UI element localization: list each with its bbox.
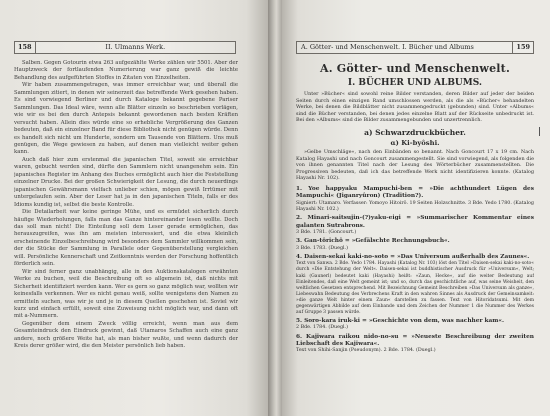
entry-description: 3 Bde. 1781. (Goncourt.) xyxy=(296,229,357,235)
left-page-number: 158 xyxy=(15,42,36,53)
catalog-entry xyxy=(296,254,534,316)
subsection-heading: a) Schwarzdruckbücher. xyxy=(364,127,466,137)
entry-title: 6. Kajiwara raikou nido-no-su = »Neueste Beschreibung der zweiten Liebschaft des Kajiwara«. xyxy=(296,333,534,348)
entry-title: 1. Yoe happyaku Mampuchi-ben = »Die achthundert Lügen des Mampuchi« (Jiganryûron) (Tradition?). xyxy=(296,185,534,200)
entry-description: Text von Sanwa. 2 Bde. Yedo 1784. Hayashi (Katalog Nr. 103) löst den Titel »Daisen-sekai kaki-no-soto« durch »Die Entstehung der Welt«. Daisen-sekai ist buddhistischer Ausdruck für »Universum«, Welt; kaki (Gaunerl) bedeutet kaki (Hayashi) heißt: »Zaun, Hecke«, auf die weiter Bedeutung auf Einleitendes, daß eine Welt gemeint ist; und so, durch das geschichtliche auf, was seine Weisheit, den weltlichen Gesetzen entsprechend. Mit Bezeichnung Gemeint Beschreiben »Das Universum als ganze«, Liebeswahn Bedeutung des Verbrechens Kraft in den wahren Sinnes als Ausdruck der Gemeinsamkeit: »die ganze Welt hinter einem Zaun« darstellen zu fassen. Text von Hitoridatsumi. Mit dem gegenwärtigen Abbilde auf dem Einbande und dem Zeichen der Nummer 1 die Nummer des Werkes auf Gruppe 3 passen würde. xyxy=(296,261,534,316)
paragraph: Auch daß hier zum erstenmal die japanischen Titel, soweit sie erreichbar waren, gebucht werden sind, dürfte den Sammlern nicht unangenehm sein. Ein japanisches Register im Anhang des Buches ermöglicht auch hier die Feststellung einzelner Drucke. Bei der großen Schwierigkeit der Lesung, die durch neuerdings japanischen Gewährsmann vielfach unlieber schien, mögen gewiß Irrtümer mit untergelaufen sein. Aber der Leser hat ja in den japanischen Titeln, falls er des Idioms kundig ist, selbst die beste Kontrolle. xyxy=(14,156,238,208)
entry-title: 4. Daisen-sekai kaki-no-soto = »Das Universum außerhalb des Zaunes«. xyxy=(296,254,530,261)
category-note: »Gelbe Umschläge«, nach den Einbänden so benannt. Nach Goncourt 17 x 19 cm. Nach Katalog Hayashi und nach Goncourt zusammengestellt. Sie sind vorwiegend, als folgenden die von ihnen genannten Titel nach der Lesung des Wörterbücher zusammenstellten. Die Progressiven bedeuten, daß ich das betreffende Werk nicht identifizieren konnte. (Katalog Hayashi Nr. 102). xyxy=(296,148,534,182)
margin-mark xyxy=(539,127,540,136)
entry-title: 5. Soro-kara iruk-ki = »Geschichte von dem, was nachher kam«. xyxy=(296,318,505,325)
catalog-entry xyxy=(296,186,534,213)
paragraph: Wir haben zusammengetragen, was immer erreichbar war, und überall die Sammlungen zitiert, in denen wir seinerzeit das betreffende Werk gesehen haben. Es sind vorwiegend Berliner und durch Kataloge bekannt gegebene Pariser Sammlungen. Das Ideal wäre, wenn alle Blätter einzeln so beschrieben vorlägen, wie wir es bei den durch Antepsis bekannt gewordenen nach besten Kräften versucht haben. Allein dies würde eine so erhebliche Vergrößerung des Ganzen bedeuten, daß ein einzelner Band für diese Bibliothek nicht genügen würde. Denn es handelt sich nicht um Hunderte, sondern um Tausende von Blättern. Uns muß genügen, die Wege gewiesen zu haben, auf denen man vielleicht weiter gehen kann. xyxy=(14,82,238,156)
right-running-header xyxy=(296,41,534,54)
paragraph: Wir sind ferner ganz unabhängig, alle in den Auktionskatalogen erwähnten Werke zu buchen, weil die Beschreibung oft so allgemein ist, daß nichts mit Sicherheit identifiziert werden kann. Wer es gern so ganz möglich war, wollten wir keinesfalls verkennen. Wer es nicht genau weiß, sollte wenigstens den Namen zu ermitteln suchen, was wir je und je in diesem Quellen geschehen ist. Soviel wir kurz und einfach erfüllt, soweit eine Zuweisung nicht möglich war, und dann oft mit a-Nummern. xyxy=(14,268,238,320)
right-body-text xyxy=(296,62,534,412)
subsubsection-heading: α) Ki-byôshi. xyxy=(390,138,440,147)
catalog-entry xyxy=(296,318,534,332)
book-gutter xyxy=(268,0,282,416)
right-running-title: A. Götter- und Menschenwelt. I. Bücher und Albums xyxy=(301,43,474,51)
entry-title: 3. Gan-tôrichô = »Gefälschte Rechnungsbuch«. xyxy=(296,238,450,245)
paragraph: Die Detailarbeit war keine geringe Mühe, und es ermüdet sicherlich durch häufige Wiederholungen, falls man das Ganze hintereinander lesen wollte. Doch das soll man nicht! Die Einteilung soll dem Leser gerade ermöglichen, das herauszugreifen, was ihn am meisten interessiert, und die etwa kleinlich erscheinende Einzelbeschreibung wird besonders dem Sammler willkommen sein, der die Stücke der Sammlung in Parallele oder Gegenüberstellung vergleichen will. Persönliche Kennerschaft und Zeitkenntnis werden der Forschung hoffentlich förderlich sein. xyxy=(14,209,238,268)
right-page xyxy=(282,0,550,416)
paragraph: Gegenüber dem einem Zweck völlig erreicht, wenn man aus dem Gesamteindruck den Eindruck gewinnt, daß Utamaros Schaffen auch eine ganz andere, noch größere Weite hat, als man bisher wußte, und wenn dadurch der Kreis derer größer wird, die den Meister persönlich lieb haben. xyxy=(14,320,238,350)
left-body-text xyxy=(14,60,238,410)
entry-description: Text von Shihi-Sanjin (Pseudonym). 2 Bde. 1784. (Duegl.) xyxy=(296,348,436,354)
catalog-entry xyxy=(296,334,534,355)
paragraph: Salben. Gegen Gotourin etwa 263 aufgezählte Werke zählen wir 5501. Aber der Hauptzweck der fortlaufenden Numerierung war ganz gewiß die leichte Behandlung des aufgeführten Stoffes in Zitaten von Einzelheiten. xyxy=(14,60,238,81)
entry-description: 2 Bde. 1784. (Duegl.) xyxy=(296,325,348,331)
entry-description: 3 Bde. 1783. (Duegl.) xyxy=(296,245,348,251)
left-running-header xyxy=(14,41,236,54)
chapter-heading: A. Götter- und Menschenwelt. xyxy=(319,62,510,75)
catalog-entry xyxy=(296,238,534,252)
right-page-number: 159 xyxy=(512,42,533,53)
catalog-entry xyxy=(296,215,534,236)
left-running-title: II. Ulmanns Werk. xyxy=(105,43,166,51)
entry-title: 2. Minari-saitsujin-(?)yaku-eigi = »Summarischer Kommentar eines galanten Sutrabrons. xyxy=(296,215,534,229)
left-page xyxy=(0,0,268,416)
entry-description: Signiert: Utamaro. Verfasser: Yomoyo Hitoirô. 19 Seiten Holzschnitte. 3 Bde. Yedo 1780. (Katalog Hayashi Nr. 102.) xyxy=(296,200,534,212)
intro-paragraph: Unter »Bücher« sind sowohl reine Bilder verstanden, deren Bilder auf jeder der beiden Seiten durch einen einzigen Rand umschlossen werden, als die als »Bücher« behandelten Werke, bei denen die Bildblätter nicht zusammengedruckt (gebunden) sind. Unter »Albums« sind die Bücher verstanden, bei denen jedes einzelne Blatt auf der Rückseite unbedruckt ist. Bei den »Albums« sind die Bilder zusammengebunden und unzertrennlich. xyxy=(296,91,534,124)
section-heading: I. BÜCHER UND ALBUMS. xyxy=(347,78,483,88)
